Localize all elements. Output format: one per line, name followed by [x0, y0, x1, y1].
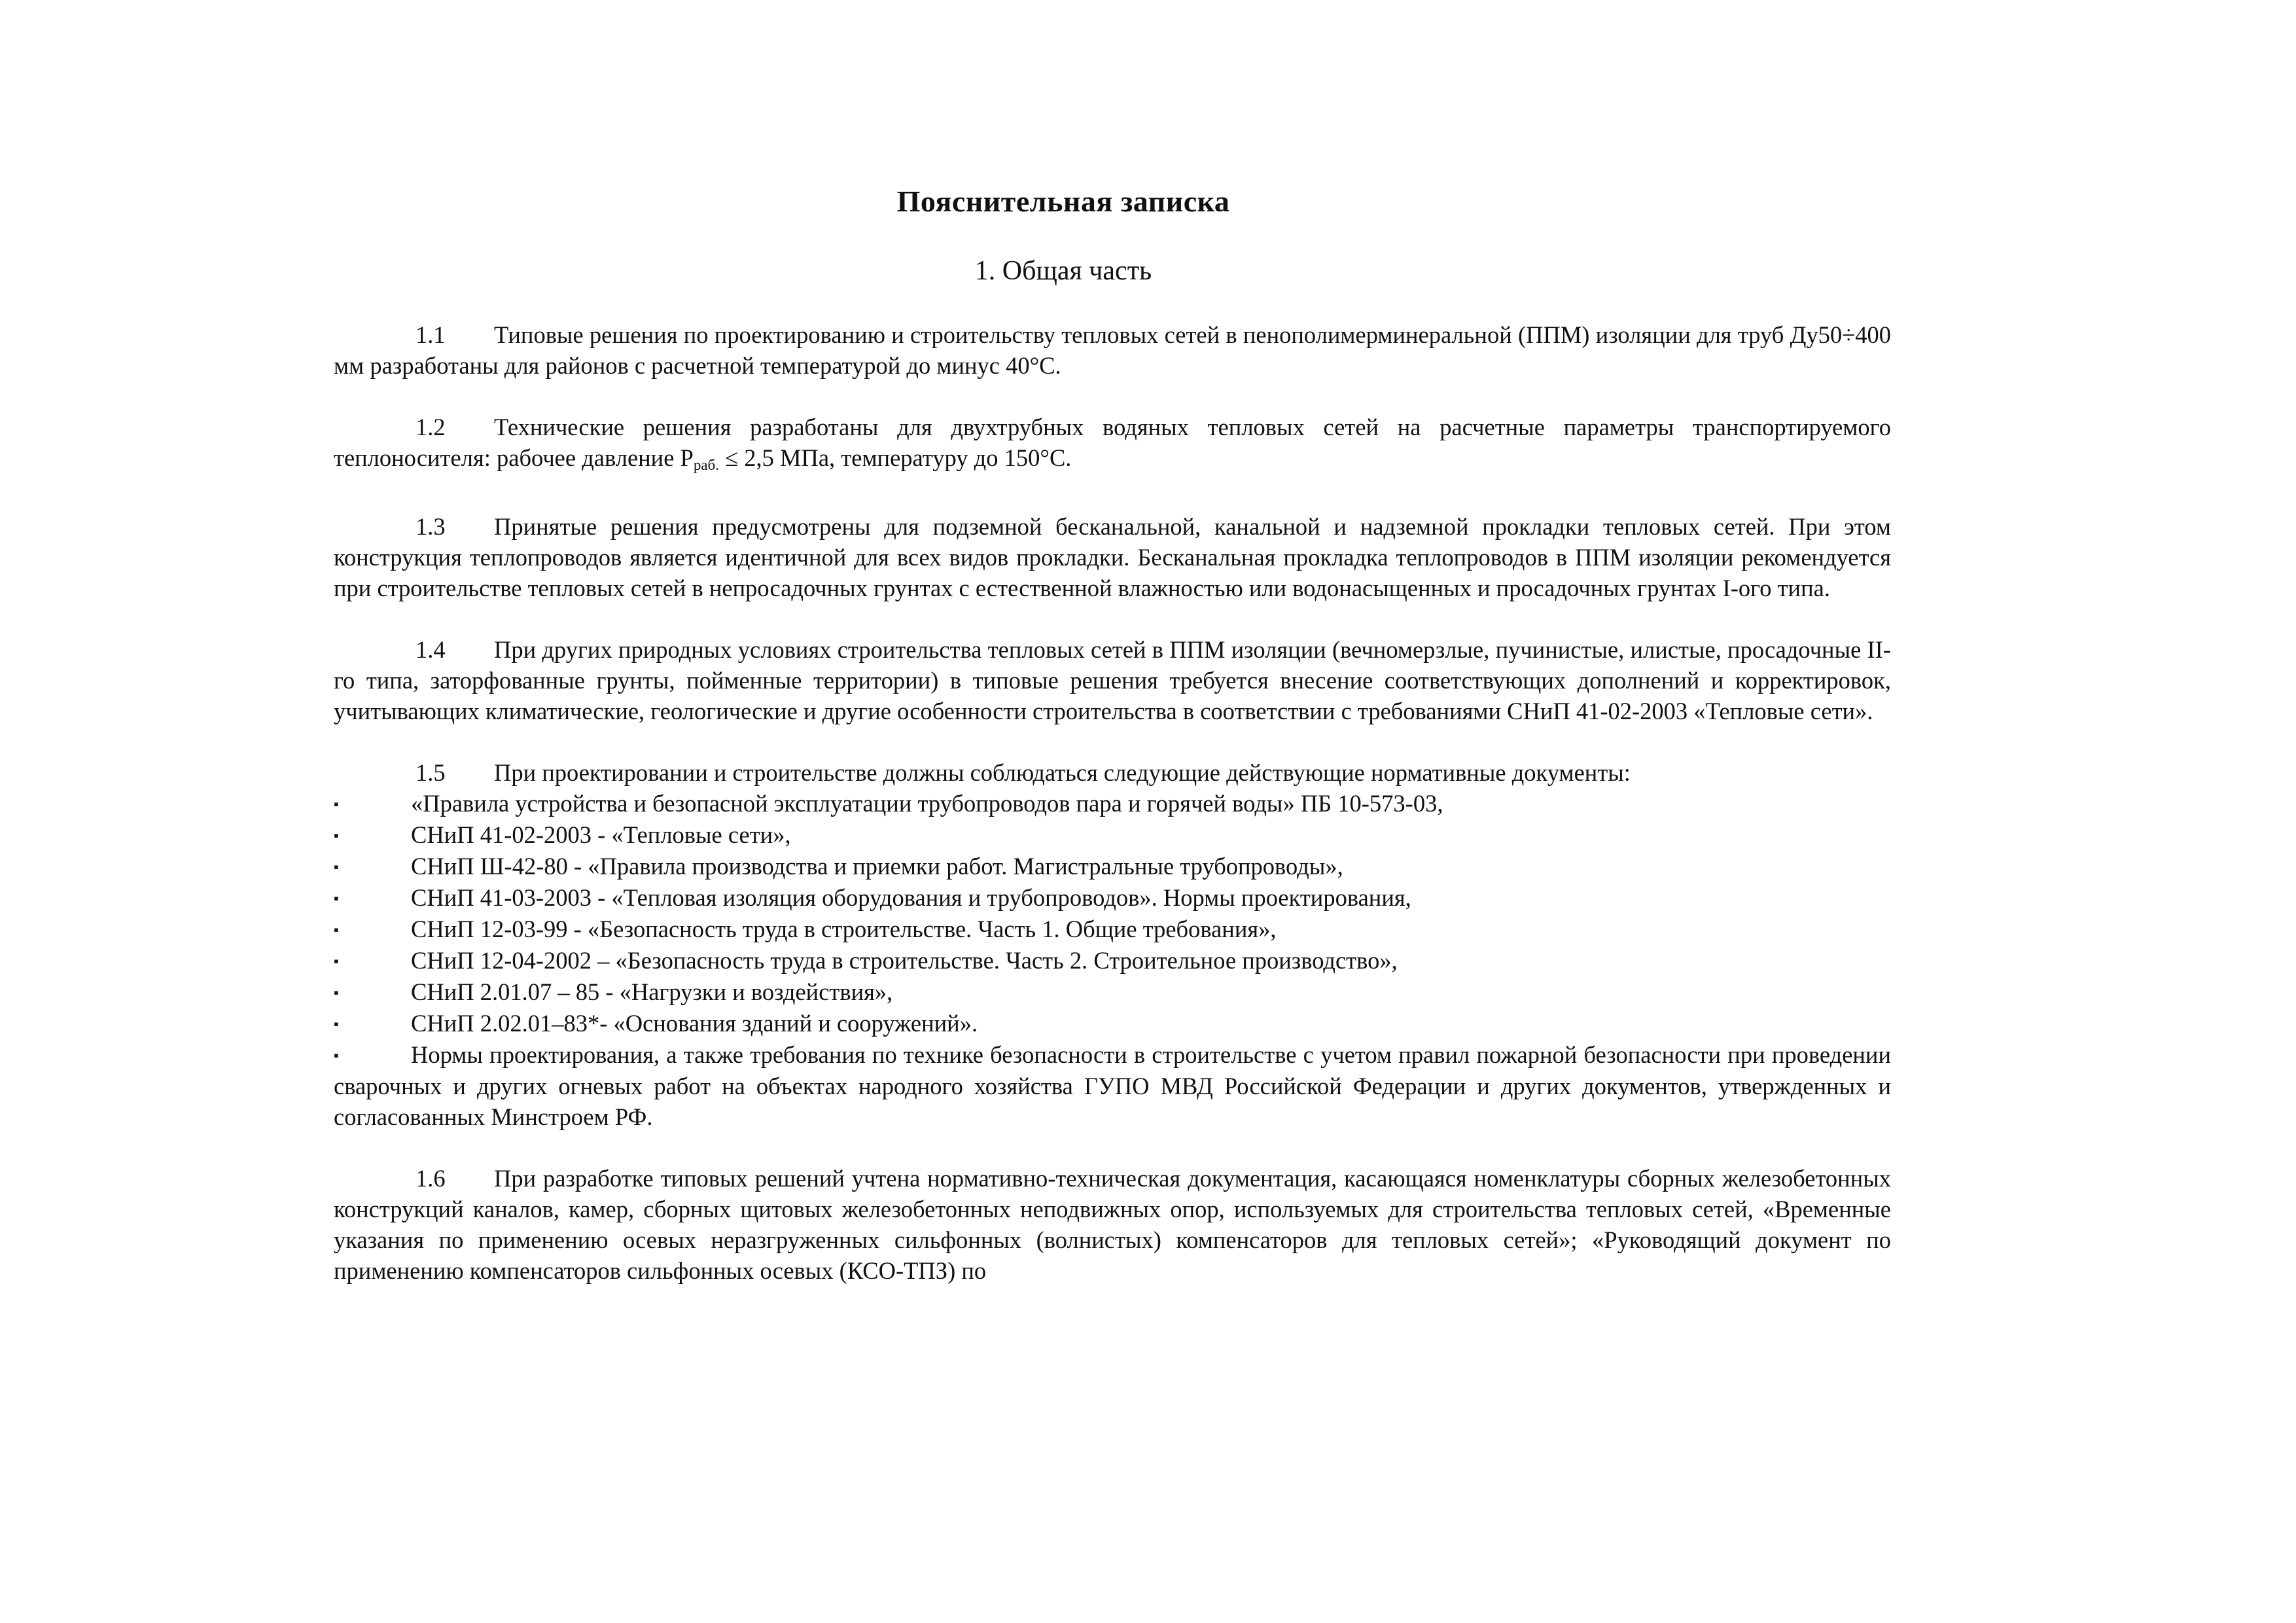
pressure-subscript: раб.	[693, 457, 720, 473]
list-item: ▪ «Правила устройства и безопасной эксплуатации трубопроводов пара и горячей воды» ПБ 10-573-03,	[334, 788, 1891, 819]
paragraph-number: 1.5	[415, 759, 446, 786]
bullet-icon: ▪	[334, 827, 339, 844]
paragraph-1-4	[334, 634, 1891, 726]
paragraph-number: 1.4	[415, 636, 446, 663]
bullet-icon: ▪	[334, 890, 339, 906]
bullet-icon: ▪	[334, 984, 339, 1001]
section-heading: 1. Общая часть	[974, 256, 1152, 286]
paragraph-text: Типовые решения по проектированию и строительству тепловых сетей в пенополимерминеральной (ППМ) изоляции для труб Ду50÷400 мм разработаны для районов с расчетной температурой до минус 40°С.	[334, 321, 1891, 379]
paragraph-text: Технические решения разработаны для двухтрубных водяных тепловых сетей на расчетные параметры транспортируемого теплоносителя: рабочее давление Р	[334, 414, 1891, 471]
bullet-icon: ▪	[334, 1016, 339, 1032]
list-item: ▪ СНиП Ш-42-80 - «Правила производства и приемки работ. Магистральные трубопроводы»,	[334, 851, 1891, 882]
list-item: ▪ СНиП 12-04-2002 – «Безопасность труда в строительстве. Часть 2. Строительное производство»,	[334, 945, 1891, 976]
bullet-icon: ▪	[334, 859, 339, 875]
paragraph-1-6	[334, 1163, 1891, 1286]
paragraph-number: 1.3	[415, 513, 446, 540]
list-item: ▪ СНиП 41-02-2003 - «Тепловые сети»,	[334, 819, 1891, 851]
paragraph-1-3	[334, 511, 1891, 603]
paragraph-text: Принятые решения предусмотрены для подземной бесканальной, канальной и надземной прокладки тепловых сетей. При этом конструкция теплопроводов является идентичной для всех видов прокладки. Бесканальная прокладка теплопроводов в ППМ изоляции рекомендуется при строительстве тепловых сетей в непросадочных грунтах с естественной влажностью или водонасыщенных и просадочных грунтах I-ого типа.	[334, 513, 1891, 601]
list-item: ▪ Нормы проектирования, а также требования по технике безопасности в строительстве с учетом правил пожарной безопасности при проведении сварочных и других огневых работ на объектах народного хозяйства ГУПО МВД Российской Федерации и других документов, утвержденных и согласованных Минстроем РФ.	[334, 1041, 1891, 1130]
bullet-icon: ▪	[334, 1047, 339, 1063]
bullet-icon: ▪	[334, 953, 339, 969]
paragraph-text: При разработке типовых решений учтена нормативно-техническая документация, касающаяся номенклатуры сборных железобетонных конструкций каналов, камер, сборных щитовых железобетонных неподвижных опор, используемых для строительства тепловых сетей, «Временные указания по применению осевых неразгруженных сильфонных (волнистых) компенсаторов для тепловых сетей»; «Руководящий документ по применению компенсаторов сильфонных осевых (КСО-ТПЗ) по	[334, 1165, 1891, 1284]
paragraph-text: При других природных условиях строительства тепловых сетей в ППМ изоляции (вечномерзлые, пучинистые, илистые, просадочные II-го типа, заторфованные грунты, пойменные территории) в типовые решения требуется внесение соответствующих дополнений и корректировок, учитывающих климатические, геологические и другие особенности строительства в соответствии с требованиями СНиП 41-02-2003 «Тепловые сети».	[334, 636, 1891, 724]
paragraph-number: 1.2	[415, 414, 446, 440]
bullet-icon: ▪	[334, 921, 339, 938]
paragraph-text-continued: ≤ 2,5 МПа, температуру до 150°С.	[719, 444, 1072, 471]
paragraph-number: 1.6	[415, 1165, 446, 1192]
paragraph-1-1	[334, 319, 1891, 381]
document-body	[334, 319, 1891, 1317]
normative-documents-list	[334, 788, 1891, 1132]
list-item: ▪ СНиП 2.01.07 – 85 - «Нагрузки и воздействия»,	[334, 976, 1891, 1008]
paragraph-1-5	[334, 757, 1891, 788]
paragraph-number: 1.1	[415, 321, 446, 348]
list-item: ▪ СНиП 41-03-2003 - «Тепловая изоляция оборудования и трубопроводов». Нормы проектирования,	[334, 882, 1891, 914]
document-title: Пояснительная записка	[896, 185, 1230, 218]
list-item: ▪ СНиП 12-03-99 - «Безопасность труда в строительстве. Часть 1. Общие требования»,	[334, 914, 1891, 945]
bullet-icon: ▪	[334, 796, 339, 812]
list-item: ▪ СНиП 2.02.01–83*- «Основания зданий и сооружений».	[334, 1008, 1891, 1039]
paragraph-1-2	[334, 412, 1891, 480]
paragraph-text: При проектировании и строительстве должны соблюдаться следующие действующие нормативные документы:	[494, 759, 1631, 786]
